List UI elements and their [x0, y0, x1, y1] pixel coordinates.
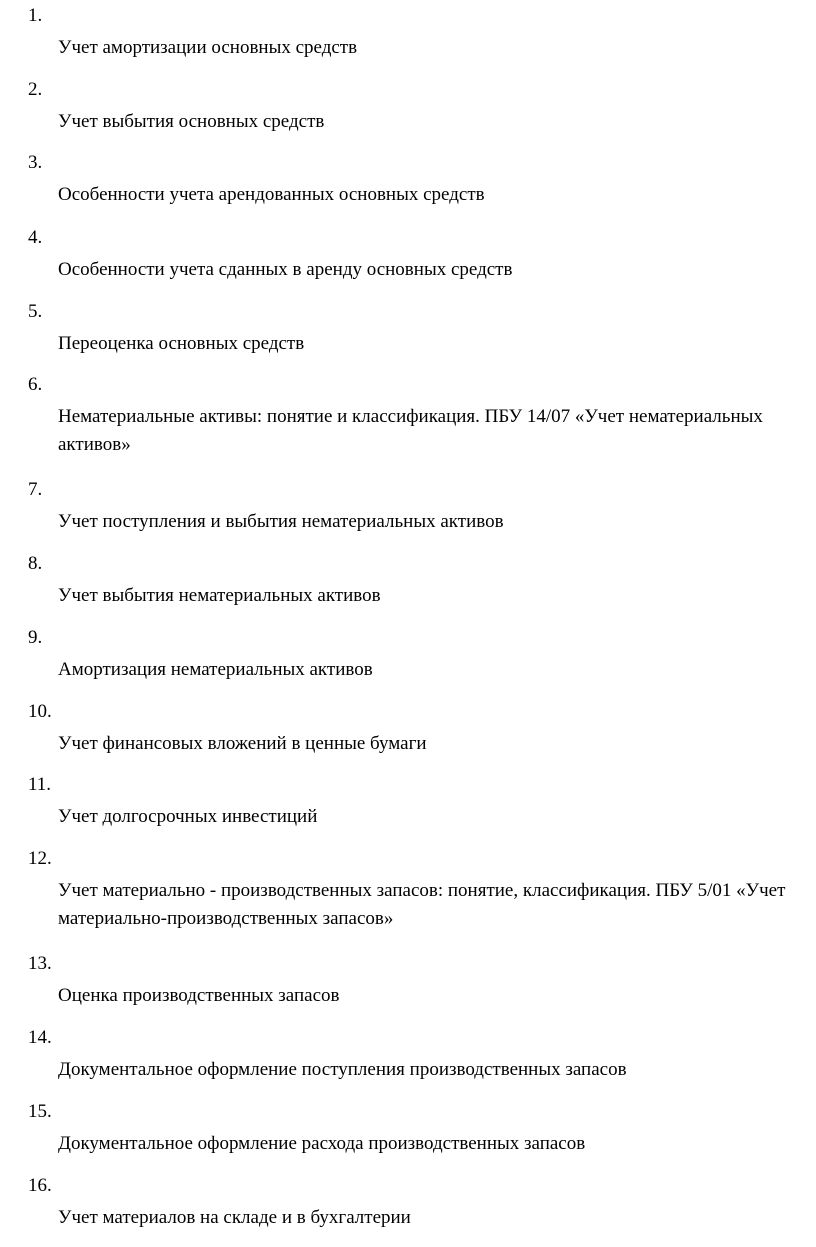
item-text: Учет выбытия нематериальных активов [58, 585, 381, 606]
item-number: 2. [28, 79, 43, 100]
item-text: Учет материально - производственных запасов: понятие, классификация. ПБУ 5/01 «Учет материально-производственных запасов» [58, 880, 786, 929]
item-number: 3. [28, 152, 43, 173]
item-text: Учет поступления и выбытия нематериальных активов [58, 511, 504, 532]
item-text: Документальное оформление поступления производственных запасов [58, 1059, 627, 1080]
item-number: 1. [28, 5, 43, 26]
item-text: Оценка производственных запасов [58, 985, 340, 1006]
item-number: 16. [28, 1175, 52, 1196]
item-number: 6. [28, 374, 43, 395]
item-number: 5. [28, 301, 43, 322]
item-text: Учет материалов на складе и в бухгалтерии [58, 1207, 411, 1228]
item-number: 8. [28, 553, 43, 574]
item-text: Особенности учета сданных в аренду основных средств [58, 259, 513, 280]
item-number: 10. [28, 701, 52, 722]
item-number: 13. [28, 953, 52, 974]
item-text: Учет финансовых вложений в ценные бумаги [58, 733, 427, 754]
item-text: Нематериальные активы: понятие и классификация. ПБУ 14/07 «Учет нематериальных активов» [58, 406, 763, 455]
item-number: 12. [28, 848, 52, 869]
item-text: Учет амортизации основных средств [58, 37, 358, 58]
item-number: 15. [28, 1101, 52, 1122]
item-number: 14. [28, 1027, 52, 1048]
item-number: 7. [28, 479, 43, 500]
item-text: Документальное оформление расхода производственных запасов [58, 1133, 586, 1154]
item-text: Учет выбытия основных средств [58, 111, 325, 132]
item-text: Учет долгосрочных инвестиций [58, 806, 318, 827]
item-number: 4. [28, 227, 43, 248]
item-number: 9. [28, 627, 43, 648]
item-number: 11. [28, 774, 52, 795]
item-text: Переоценка основных средств [58, 333, 305, 354]
item-text: Амортизация нематериальных активов [58, 659, 373, 680]
item-text: Особенности учета арендованных основных средств [58, 184, 485, 205]
